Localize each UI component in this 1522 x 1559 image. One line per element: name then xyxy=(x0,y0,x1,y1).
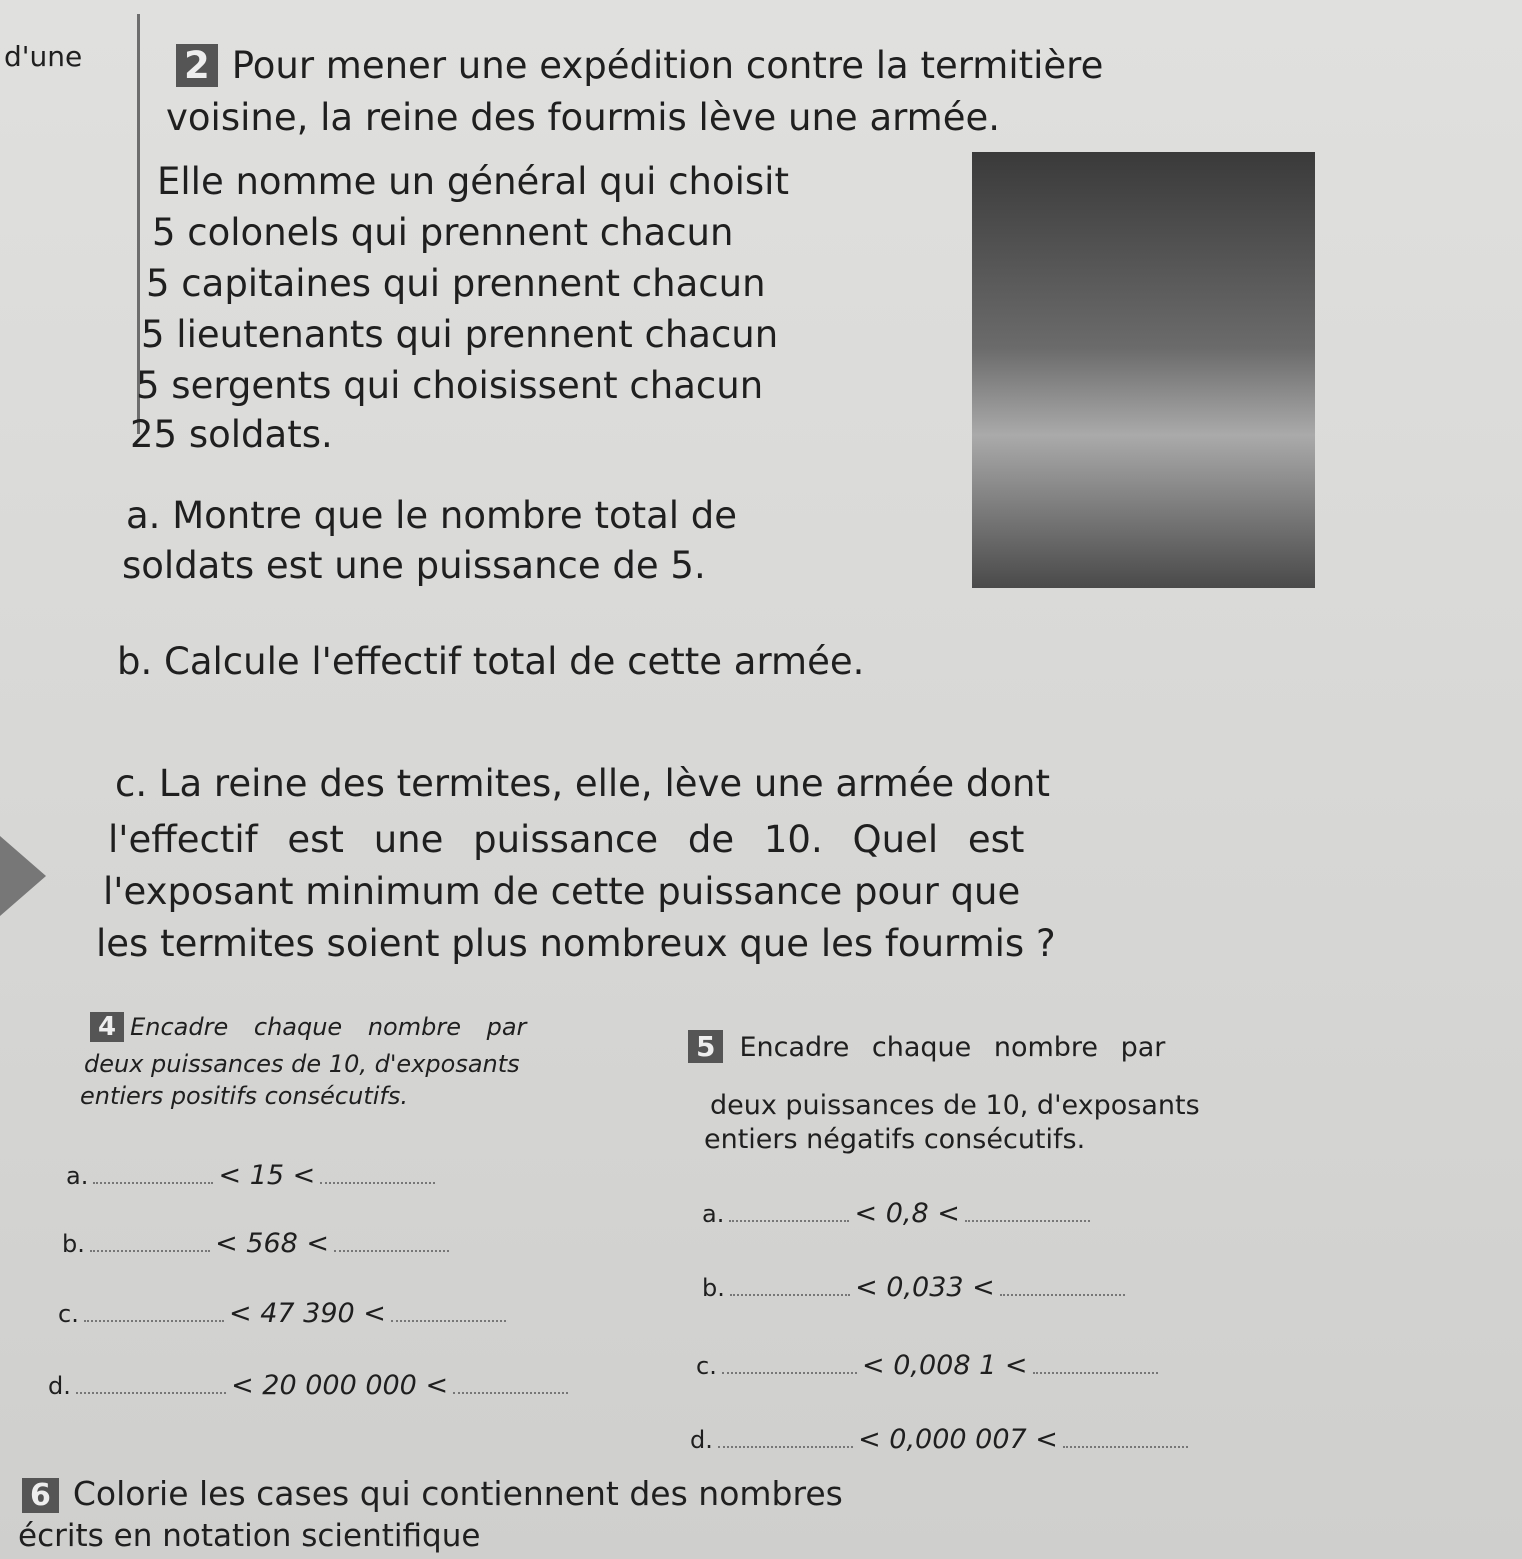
ex4-c-lower-blank[interactable] xyxy=(84,1320,224,1322)
ex4-b-upper-blank[interactable] xyxy=(334,1250,449,1252)
ex2-hierarchy-1: Elle nomme un général qui choisit xyxy=(157,160,789,203)
ex4-d-lower-blank[interactable] xyxy=(76,1392,226,1394)
ex4-a-upper-blank[interactable] xyxy=(320,1182,435,1184)
ex4-a-lower-blank[interactable] xyxy=(93,1182,213,1184)
ex5-b-upper-blank[interactable] xyxy=(1000,1294,1125,1296)
ex4-item-b: b. < 568 < xyxy=(62,1228,449,1259)
ex2-question-c-line3: l'exposant minimum de cette puissance pour que xyxy=(103,870,1021,913)
ex2-hierarchy-3: 5 capitaines qui prennent chacun xyxy=(146,262,766,305)
ex4-instruction-line1: 4 Encadre chaque nombre par xyxy=(90,1012,526,1042)
ex2-question-a-line2: soldats est une puissance de 5. xyxy=(122,544,706,587)
ex2-intro-line1: 2 Pour mener une expédition contre la termitière xyxy=(176,44,1103,87)
ex2-question-c-line1: c. La reine des termites, elle, lève une armée dont xyxy=(115,762,1050,805)
ex2-question-c-line2: l'effectif est une puissance de 10. Quel est xyxy=(108,818,1025,861)
ex5-a-upper-blank[interactable] xyxy=(965,1220,1090,1222)
ex5-item-d: d. < 0,000 007 < xyxy=(690,1424,1188,1455)
ex5-c-lower-blank[interactable] xyxy=(722,1372,857,1374)
ex2-question-a-line1: a. Montre que le nombre total de xyxy=(126,494,738,537)
ex6-number-badge: 6 xyxy=(22,1478,59,1513)
margin-text: d'une xyxy=(4,40,83,73)
ex5-item-b: b. < 0,033 < xyxy=(702,1272,1125,1303)
ex4-c-upper-blank[interactable] xyxy=(391,1320,506,1322)
ex5-c-upper-blank[interactable] xyxy=(1033,1372,1158,1374)
ex5-b-lower-blank[interactable] xyxy=(730,1294,850,1296)
ex5-item-c: c. < 0,008 1 < xyxy=(696,1350,1158,1381)
ex2-number-badge: 2 xyxy=(176,44,218,87)
ex6-line1: 6 Colorie les cases qui contiennent des nombres xyxy=(22,1474,843,1513)
ex2-question-b: b. Calcule l'effectif total de cette armée. xyxy=(117,640,865,683)
ex5-instruction-line2: deux puissances de 10, d'exposants xyxy=(710,1090,1200,1121)
ex5-d-upper-blank[interactable] xyxy=(1063,1446,1188,1448)
ex5-instruction-line1: 5 Encadre chaque nombre par xyxy=(688,1030,1165,1063)
ex2-question-c-line4: les termites soient plus nombreux que les fourmis ? xyxy=(96,922,1056,965)
ex2-hierarchy-2: 5 colonels qui prennent chacun xyxy=(152,211,734,254)
ex5-item-a: a. < 0,8 < xyxy=(702,1198,1090,1229)
ex6-line2: écrits en notation scientifique xyxy=(18,1518,481,1554)
page-edge-marker xyxy=(0,836,46,916)
ex4-item-d: d. < 20 000 000 < xyxy=(48,1370,568,1401)
ex4-d-upper-blank[interactable] xyxy=(453,1392,568,1394)
ex5-a-lower-blank[interactable] xyxy=(729,1220,849,1222)
ex4-instruction-line3: entiers positifs consécutifs. xyxy=(80,1082,408,1110)
ex4-item-a: a. < 15 < xyxy=(66,1160,435,1191)
ex4-item-c: c. < 47 390 < xyxy=(58,1298,506,1329)
ex5-number-badge: 5 xyxy=(688,1030,723,1063)
ex2-hierarchy-5: 5 sergents qui choisissent chacun xyxy=(136,364,764,407)
termite-mound-photo xyxy=(972,152,1315,588)
ex4-number-badge: 4 xyxy=(90,1012,124,1042)
ex5-instruction-line3: entiers négatifs consécutifs. xyxy=(704,1124,1086,1155)
ex4-b-lower-blank[interactable] xyxy=(90,1250,210,1252)
ex2-hierarchy-4: 5 lieutenants qui prennent chacun xyxy=(141,313,779,356)
ex2-hierarchy-6: 25 soldats. xyxy=(130,413,333,456)
ex4-instruction-line2: deux puissances de 10, d'exposants xyxy=(84,1050,520,1078)
ex5-d-lower-blank[interactable] xyxy=(718,1446,853,1448)
ex2-intro-line2: voisine, la reine des fourmis lève une armée. xyxy=(166,96,1001,139)
